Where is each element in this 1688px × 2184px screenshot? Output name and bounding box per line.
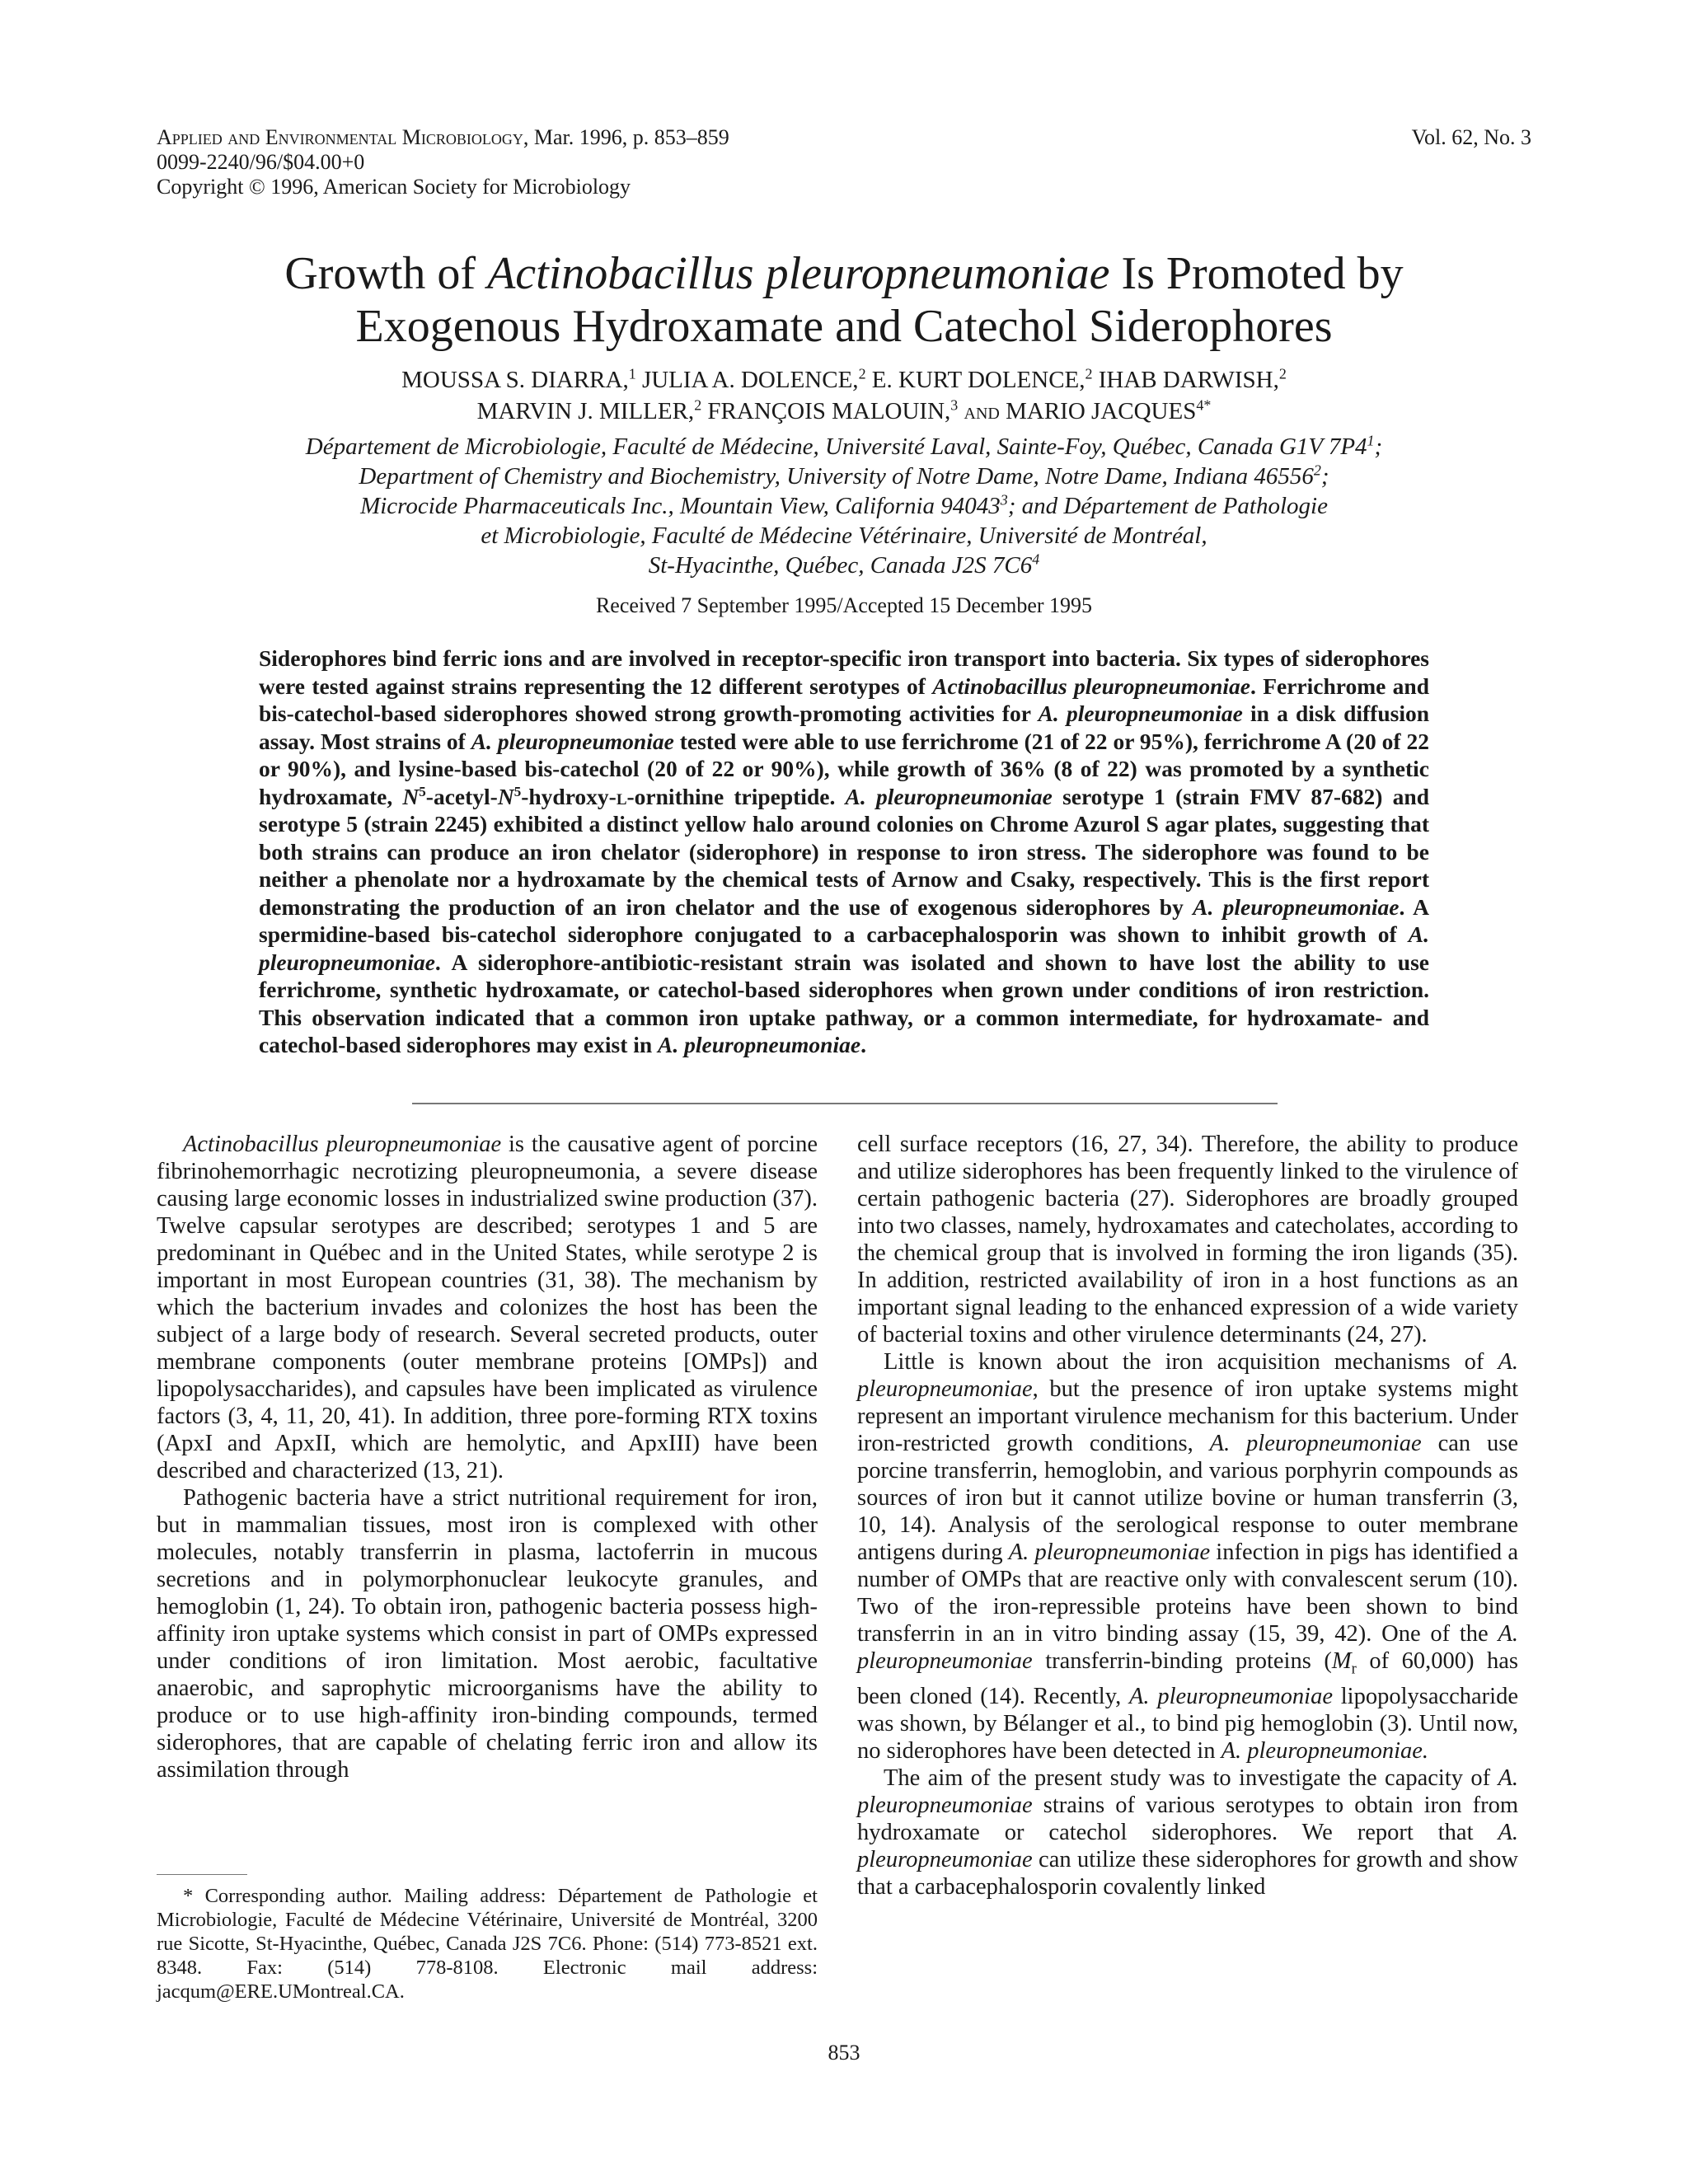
article-title <box>157 247 1531 353</box>
affiliations <box>157 432 1531 580</box>
footnote-divider <box>157 1874 247 1875</box>
corresponding-author-footnote: * Corresponding author. Mailing address: Département de Pathologie et Microbiologie, Faculté de Médecine Vétérinaire, Université de Montréal, 3200 rue Sicotte, St-Hyacinthe, Québec, Canada J2S 7C6. Phone: (514) 773-8521 ext. 8348. Fax: (514) 778-8108. Electronic mail address: jacqum@ERE.UMontreal.CA. <box>157 1885 818 2003</box>
author: MARVIN J. MILLER, <box>476 398 695 424</box>
paragraph: cell surface receptors (16, 27, 34). Therefore, the ability to produce and utilize siderophores has been frequently linked to the virulence of certain pathogenic bacteria (27). Siderophores are broadly grouped into two classes, namely, hydroxamates and catecholates, according to the chemical group that is involved in forming the iron ligands (35). In addition, restricted availability of iron in a host functions as an important signal leading to the enhanced expression of a wide variety of bacterial toxins and other virulence determinants (24, 27). <box>857 1132 1518 1347</box>
paragraph: The aim of the present study was to investigate the capacity of A. pleuropneumoniae strains of various serotypes to obtain iron from hydroxamate or catechol siderophores. We report that A. pleuropneumoniae can utilize these siderophores for growth and show that a carbacephalosporin covalently linked <box>857 1765 1518 1900</box>
body-column-left <box>157 1131 818 1783</box>
affiliation: Microcide Pharmaceuticals Inc., Mountain View, California 94043 <box>360 493 1001 519</box>
author: JULIA A. DOLENCE, <box>635 367 859 393</box>
author: E. KURT DOLENCE, <box>865 367 1085 393</box>
paragraph: Pathogenic bacteria have a strict nutritional requirement for iron, but in mammalian tissues, most iron is complexed with other molecules, notably transferrin in plasma, lactoferrin in mucous secretions and in polymorphonuclear leukocyte granules, and hemoglobin (1, 24). To obtain iron, pathogenic bacteria possess high-affinity iron uptake systems which consist in part of OMPs expressed under conditions of iron limitation. Most aerobic, facultative anaerobic, and saprophytic microorganisms have the ability to produce or to use high-affinity iron-binding compounds, termed siderophores, that are capable of chelating ferric iron and allow its assimilation through <box>157 1485 818 1783</box>
affil-mark: 3 <box>1000 491 1008 509</box>
affiliation: Department of Chemistry and Biochemistry, University of Notre Dame, Notre Dame, Indiana 46556 <box>359 463 1314 490</box>
affil-mark: 2 <box>1278 365 1287 382</box>
affiliation: St-Hyacinthe, Québec, Canada J2S 7C6 <box>648 552 1033 579</box>
affil-mark: 1 <box>628 365 636 382</box>
affil-mark: 2 <box>858 365 866 382</box>
author: FRANÇOIS MALOUIN, <box>701 398 951 424</box>
author: IHAB DARWISH, <box>1092 367 1279 393</box>
paragraph: Little is known about the iron acquisition mechanisms of A. pleuropneumoniae, but the presence of iron uptake systems might represent an important virulence mechanism for this bacterium. Under iron-restricted growth conditions, A. pleuropneumoniae can use porcine transferrin, hemoglobin, and various porphyrin compounds as sources of iron but it cannot utilize bovine or human transferrin (3, 10, 14). Analysis of the serological response to outer membrane antigens during A. pleuropneumoniae infection in pigs has identified a number of OMPs that are reactive only with convalescent serum (10). Two of the iron-repressible proteins have been shown to bind transferrin in an in vitro binding assay (15, 39, 42). One of the A. pleuropneumoniae transferrin-binding proteins ($M_r$ of 60,000) has been cloned (14). Recently, A. pleuropneumoniae lipopolysaccharide was shown, by Bélanger et al., to bind pig hemoglobin (3). Until now, no siderophores have been detected in A. pleuropneumoniae. <box>857 1349 1519 1764</box>
author: MOUSSA S. DIARRA, <box>401 367 629 393</box>
affiliation: Département de Microbiologie, Faculté de Médecine, Université Laval, Sainte-Foy, Québec, Canada G1V 7P4 <box>305 434 1367 460</box>
received-dates: Received 7 September 1995/Accepted 15 December 1995 <box>595 593 1093 617</box>
author-list <box>157 364 1531 427</box>
running-header <box>157 125 729 199</box>
affiliation-sep: ; <box>1320 463 1329 490</box>
issn: 0099-2240/96/$04.00+0 <box>157 150 365 174</box>
volume-info: Vol. 62, No. 3 <box>1411 125 1531 149</box>
page-number: 853 <box>828 2041 860 2064</box>
journal-name: Applied and Environmental Microbiology <box>157 125 523 149</box>
affil-mark: 2 <box>1313 462 1321 479</box>
title-line-2: Exogenous Hydroxamate and Catechol Siderophores <box>355 301 1333 352</box>
author: MARIO JACQUES <box>1006 398 1197 424</box>
affil-mark: 2 <box>1085 365 1093 382</box>
title-text: Growth of <box>284 248 488 299</box>
affil-mark: 4 <box>1032 551 1040 568</box>
title-species: Actinobacillus pleuropneumoniae <box>487 248 1110 299</box>
copyright: Copyright © 1996, American Society for Microbiology <box>157 175 631 199</box>
title-text: Is Promoted by <box>1109 248 1404 299</box>
author-conjunction: and <box>958 398 1006 424</box>
affiliation: ; and Département de Pathologie <box>1007 493 1328 519</box>
affil-mark: 4* <box>1196 396 1212 414</box>
section-divider <box>412 1103 1278 1104</box>
affil-mark: 2 <box>694 396 702 414</box>
paragraph: Actinobacillus pleuropneumoniae is the causative agent of porcine fibrinohemorrhagic necrotizing pleuropneumonia, a severe disease causing large economic losses in industrialized swine production (37). Twelve capsular serotypes are described; serotypes 1 and 5 are predominant in Québec and in the United States, while serotype 2 is important in most European countries (31, 38). The mechanism by which the bacterium invades and colonizes the host has been the subject of a large body of research. Several secreted products, outer membrane components (outer membrane proteins [OMPs]) and lipopolysaccharides), and capsules have been implicated as virulence factors (3, 4, 11, 20, 41). In addition, three pore-forming RTX toxins (ApxI and ApxII, which are hemolytic, and ApxIII) have been described and characterized (13, 21). <box>157 1132 818 1483</box>
affiliation-sep: ; <box>1374 434 1383 460</box>
affil-mark: 1 <box>1367 432 1375 449</box>
body-column-right <box>857 1131 1518 1900</box>
abstract: Siderophores bind ferric ions and are involved in receptor-specific iron transport into bacteria. Six types of siderophores were tested against strains representing the 12 different serotypes of Actinobacillus pleuropneumoniae. Ferrichrome and bis-catechol-based siderophores showed strong growth-promoting activities for A. pleuropneumoniae in a disk diffusion assay. Most strains of A. pleuropneumoniae tested were able to use ferrichrome (21 of 22 or 95%), ferrichrome A (20 of 22 or 90%), and lysine-based bis-catechol (20 of 22 or 90%), while growth of 36% (8 of 22) was promoted by a synthetic hydroxamate, $N^5-acetyl-N^5-hydroxy-l$-ornithine tripeptide. A. pleuropneumoniae serotype 1 (strain FMV 87-682) and serotype 5 (strain 2245) exhibited a distinct yellow halo around colonies on Chrome Azurol S agar plates, suggesting that both strains can produce an iron chelator (siderophore) in response to iron stress. The siderophore was found to be neither a phenolate nor a hydroxamate by the chemical tests of Arnow and Csaky, respectively. This is the first report demonstrating the production of an iron chelator and the use of exogenous siderophores by A. pleuropneumoniae. A spermidine-based bis-catechol siderophore conjugated to a carbacephalosporin was shown to inhibit growth of A. pleuropneumoniae. A siderophore-antibiotic-resistant strain was isolated and shown to have lost the ability to use ferrichrome, synthetic hydroxamate, or catechol-based siderophores when grown under conditions of iron restriction. This observation indicated that a common iron uptake pathway, or a common intermediate, for hydroxamate- and catechol-based siderophores may exist in A. pleuropneumoniae. <box>259 645 1430 1057</box>
issue-date-pages: , Mar. 1996, p. 853–859 <box>523 125 729 149</box>
affil-mark: 3 <box>950 396 959 414</box>
affiliation: et Microbiologie, Faculté de Médecine Vétérinaire, Université de Montréal, <box>481 523 1207 549</box>
